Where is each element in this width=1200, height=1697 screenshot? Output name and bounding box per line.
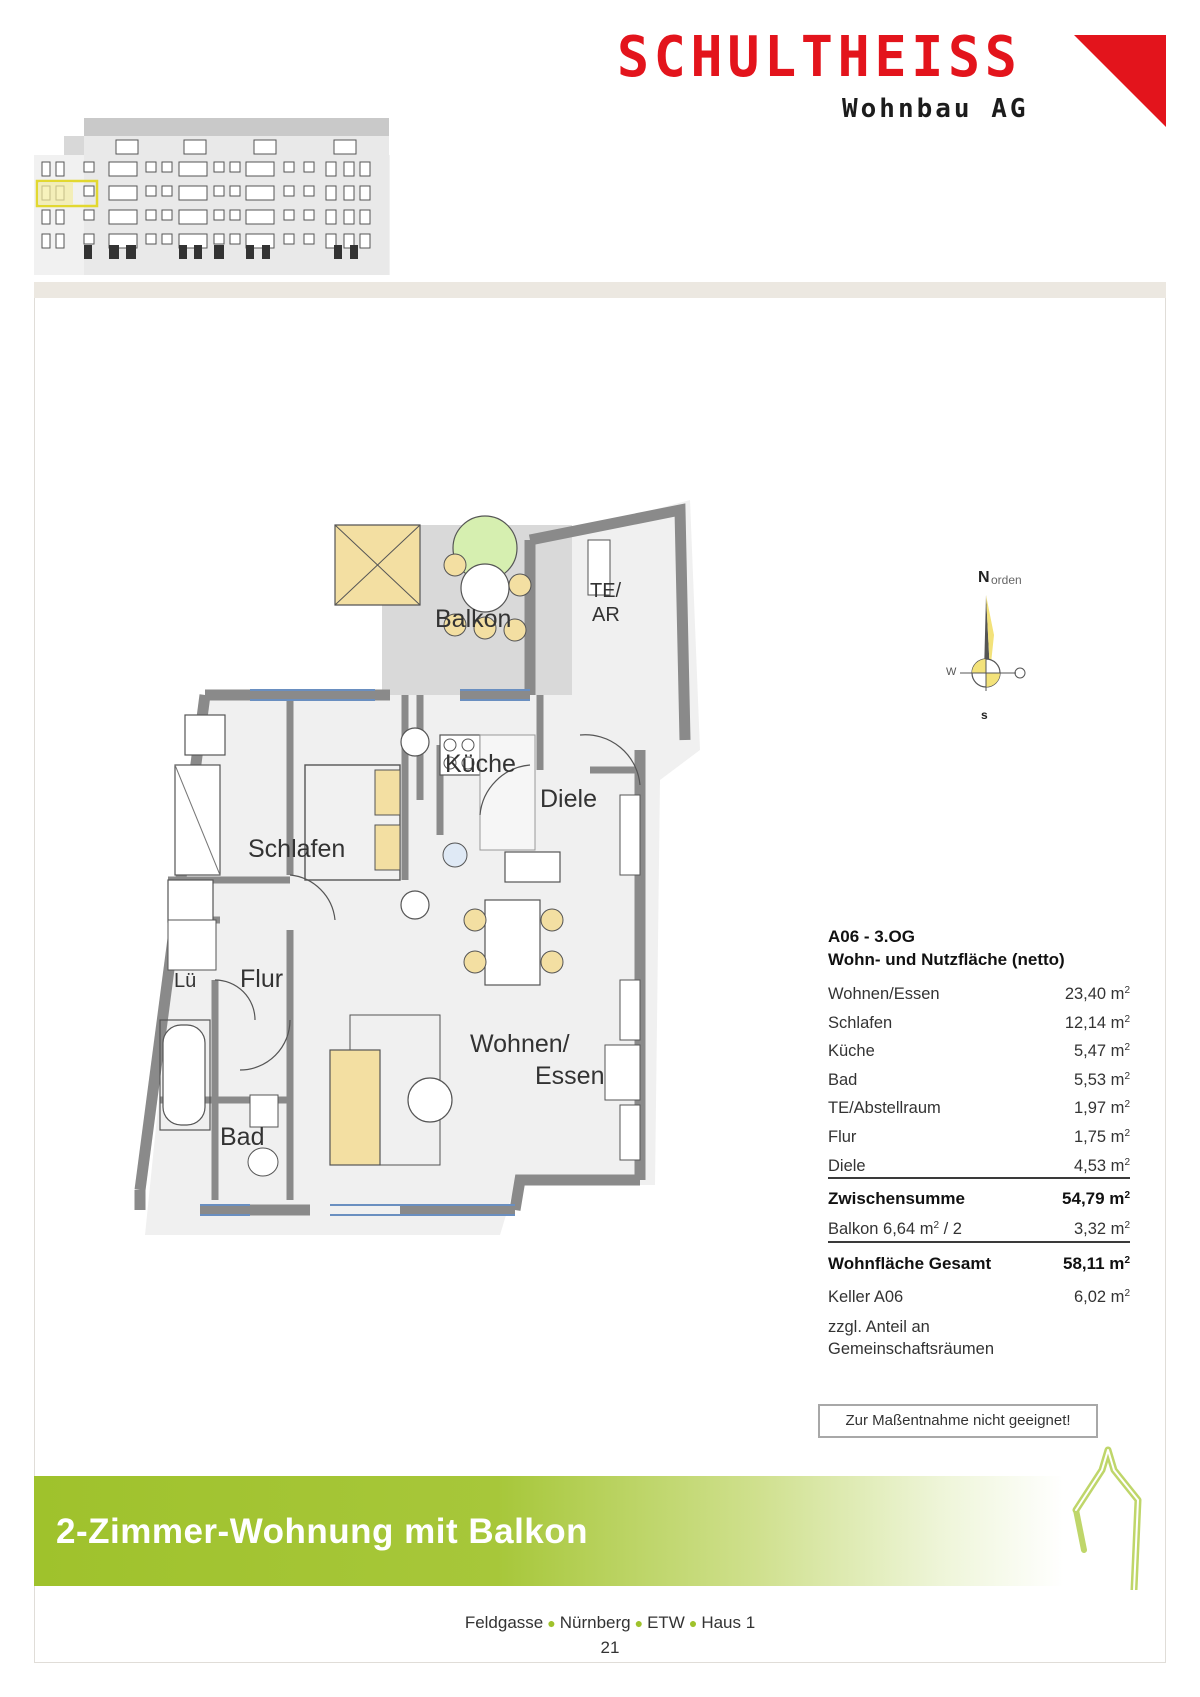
floor-plan <box>120 480 770 1240</box>
room-label-lue: Lü <box>174 970 197 992</box>
total-value: 58,11 $m^2$ <box>1062 1253 1130 1273</box>
compass-south: s <box>981 708 988 722</box>
subtotal-label: Zwischensumme <box>828 1189 965 1209</box>
room-label-wohnen: Wohnen/ <box>470 1030 570 1058</box>
area-table <box>828 925 1130 1360</box>
subtotal-value: 54,79 $m^2$ <box>1062 1189 1130 1209</box>
area-row-value: 12,14 $m^2$ <box>1064 1013 1130 1032</box>
footer-type: ETW <box>647 1613 685 1632</box>
area-row <box>828 977 1130 1006</box>
keller-label: Keller A06 <box>828 1287 904 1306</box>
page-bottom-line <box>34 1662 1166 1663</box>
header-divider-band <box>34 282 1166 298</box>
compass-icon <box>930 565 1050 725</box>
area-row-value: 1,75 $m^2$ <box>1073 1127 1130 1146</box>
area-rows <box>828 977 1130 1177</box>
balkon-row <box>828 1212 1130 1241</box>
area-row <box>828 1034 1130 1063</box>
keller-value: 6,02 $m^2$ <box>1073 1287 1130 1306</box>
keller-row <box>828 1278 1130 1310</box>
room-label-te-ar-2: AR <box>592 604 620 626</box>
area-note-line-2: Gemeinschaftsräumen <box>828 1339 994 1358</box>
unit-title: A06 - 3.OG <box>828 927 915 946</box>
balkon-label: Balkon 6,64 $m^2 / 2$ <box>828 1220 962 1239</box>
room-label-diele: Diele <box>540 785 597 813</box>
compass-rose <box>930 565 1050 725</box>
measurement-warning: Zur Maßentnahme nicht geeignet! <box>818 1404 1098 1438</box>
area-row-value: 23,40 $m^2$ <box>1064 985 1130 1003</box>
area-row-label: Bad <box>828 1070 858 1089</box>
subtotal-row <box>828 1179 1130 1212</box>
balkon-value: 3,32 $m^2$ <box>1073 1220 1130 1239</box>
brand-name: SCHULTHEISS <box>617 25 1022 90</box>
area-row-label: Diele <box>828 1156 866 1175</box>
floor-plan-drawing <box>120 480 770 1240</box>
room-label-kueche: Küche <box>445 750 516 778</box>
room-label-essen: Essen <box>535 1062 605 1090</box>
footer-city: Nürnberg <box>559 1613 631 1632</box>
area-row-value: 5,53 $m^2$ <box>1073 1070 1130 1089</box>
area-row-value: 1,97 $m^2$ <box>1073 1099 1130 1118</box>
footer-house: Haus 1 <box>701 1613 756 1632</box>
area-row-label: TE/Abstellraum <box>828 1099 941 1118</box>
banner-title: 2-Zimmer-Wohnung mit Balkon <box>56 1512 589 1551</box>
compass-north-word: orden <box>991 573 1022 587</box>
footer-address <box>0 1613 1200 1633</box>
total-row <box>828 1243 1130 1278</box>
brand-triangle-logo <box>1074 35 1166 127</box>
page-number: 21 <box>600 1638 620 1657</box>
area-row-value: 5,47 $m^2$ <box>1073 1042 1130 1061</box>
area-heading: Wohn- und Nutzfläche (netto) <box>828 950 1065 969</box>
footer-bullet-icon: ● <box>547 1615 556 1631</box>
footer-bullet-icon: ● <box>688 1615 698 1631</box>
area-note-line-1: zzgl. Anteil an <box>828 1317 930 1336</box>
area-note <box>828 1316 1130 1360</box>
area-row <box>828 1091 1130 1120</box>
area-row-label: Wohnen/Essen <box>828 985 940 1003</box>
tower-logo-icon <box>1062 1440 1150 1590</box>
area-row <box>828 1063 1130 1092</box>
room-label-flur: Flur <box>240 965 284 993</box>
area-row <box>828 1120 1130 1149</box>
total-label: Wohnfläche Gesamt <box>828 1253 992 1273</box>
area-row-label: Schlafen <box>828 1013 893 1032</box>
room-label-schlafen: Schlafen <box>248 835 346 863</box>
brand-subtitle: Wohnbau AG <box>842 94 1029 124</box>
area-row-value: 4,53 $m^2$ <box>1073 1156 1130 1175</box>
building-facade-thumbnail <box>34 115 390 275</box>
room-label-balkon: Balkon <box>435 605 512 633</box>
area-row-label: Flur <box>828 1127 857 1146</box>
compass-west: W <box>946 666 957 678</box>
area-row <box>828 1006 1130 1035</box>
area-row-label: Küche <box>828 1042 875 1061</box>
room-label-te-ar-1: TE/ <box>590 580 622 602</box>
compass-north: N <box>978 569 990 586</box>
area-row <box>828 1149 1130 1178</box>
room-label-bad: Bad <box>220 1123 265 1151</box>
footer-bullet-icon: ● <box>634 1615 644 1631</box>
footer-street: Feldgasse <box>464 1613 544 1632</box>
